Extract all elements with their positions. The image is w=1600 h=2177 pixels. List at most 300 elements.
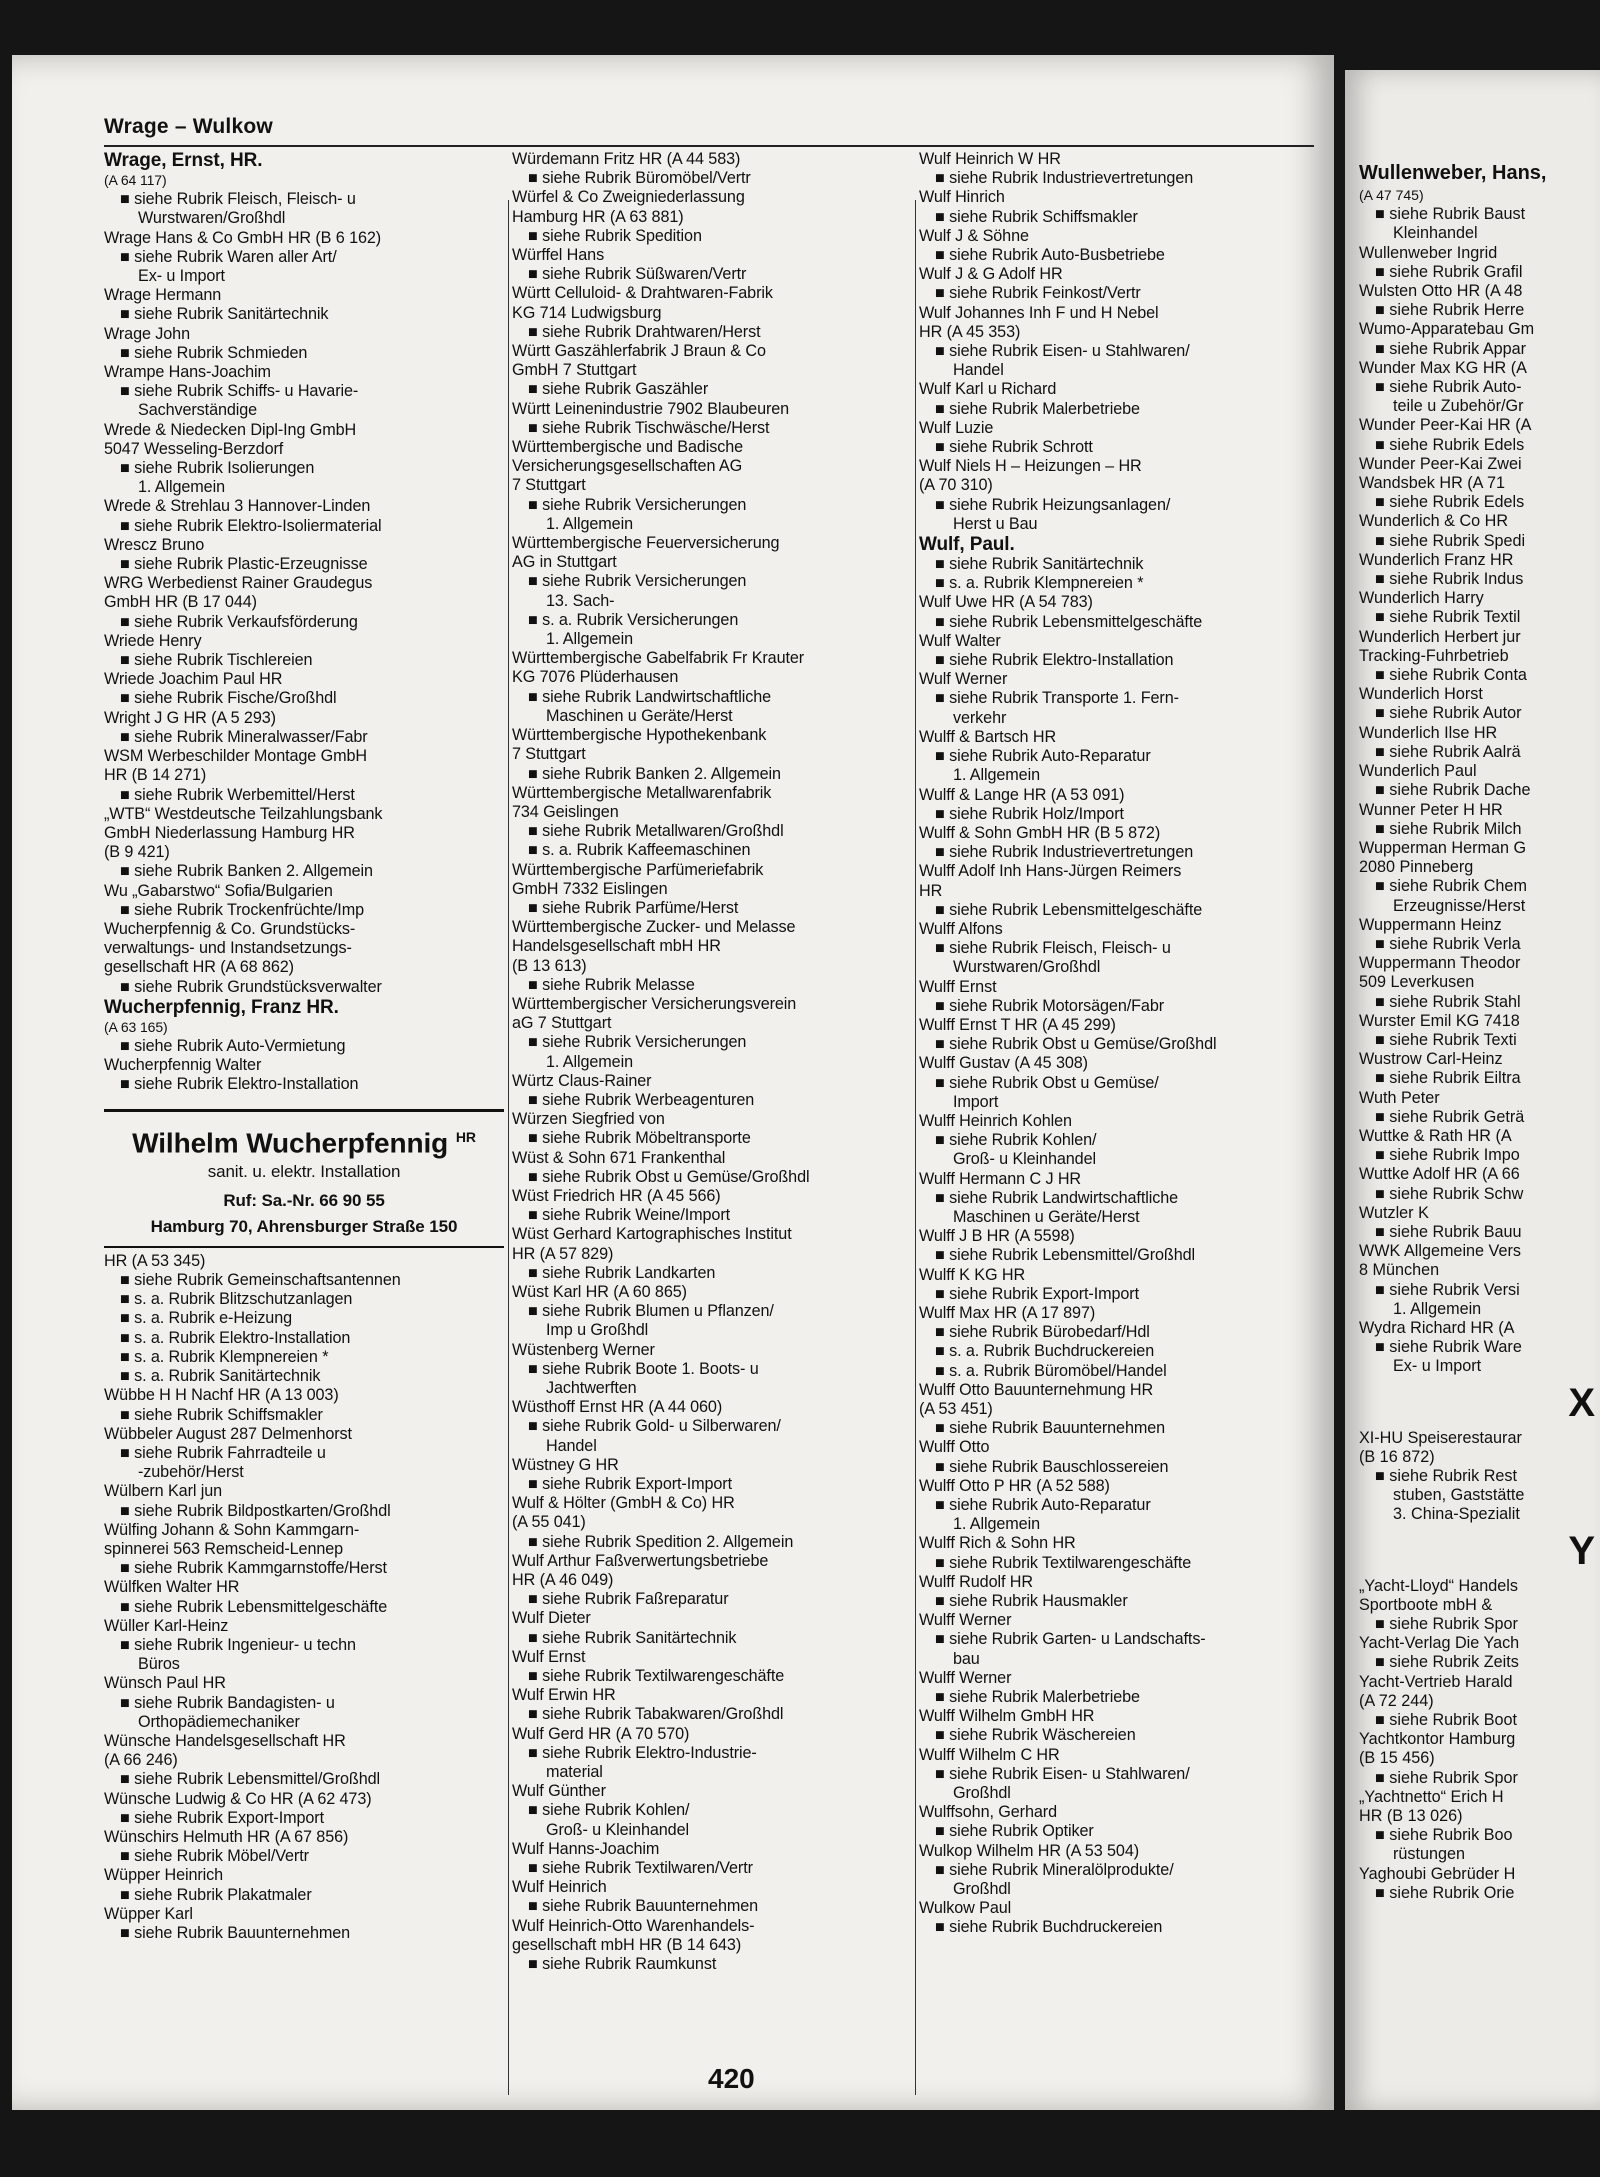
category-reference: ■ siehe Rubrik Heizungsanlagen/ xyxy=(935,495,1171,514)
category-reference: ■ siehe Rubrik Möbeltransporte xyxy=(528,1129,751,1148)
listing-line: Ex- u Import xyxy=(1393,1357,1482,1376)
listing-line: Wulf Erwin HR xyxy=(512,1686,616,1705)
category-reference: ■ siehe Rubrik Kammgarnstoffe/Herst xyxy=(120,1559,387,1578)
category-reference: ■ s. a. Rubrik Buchdruckereien xyxy=(935,1342,1155,1361)
listing-line: Imp u Großhdl xyxy=(546,1321,649,1340)
listing-line: Wrage Hermann xyxy=(104,286,222,305)
category-reference: ■ siehe Rubrik Blumen u Pflanzen/ xyxy=(528,1302,774,1321)
listing-line: Sachverständige xyxy=(138,401,258,420)
listing-line: Wulff Hermann C J HR xyxy=(919,1169,1082,1188)
listing-line: Wulff Rudolf HR xyxy=(919,1572,1033,1591)
listing-line: Wustrow Carl-Heinz xyxy=(1359,1050,1503,1069)
listing-line: HR (A 46 049) xyxy=(512,1571,614,1590)
category-reference: ■ siehe Rubrik Export-Import xyxy=(528,1475,732,1494)
listing-line: Wunderlich Herbert jur xyxy=(1359,627,1521,646)
listing-line: Wüst & Sohn 671 Frankenthal xyxy=(512,1148,726,1167)
listing-line: Wünsch Paul HR xyxy=(104,1674,226,1693)
listing-line: WWK Allgemeine Vers xyxy=(1359,1242,1521,1261)
category-reference: ■ siehe Rubrik Export-Import xyxy=(120,1808,324,1827)
category-reference: ■ siehe Rubrik Eisen- u Stahlwaren/ xyxy=(935,342,1190,361)
listing-line: Wulf Gerd HR (A 70 570) xyxy=(512,1724,690,1743)
listing-line: Wunderlich Horst xyxy=(1359,685,1483,704)
category-reference: ■ siehe Rubrik Büromöbel/Vertr xyxy=(528,169,751,188)
category-reference: ■ siehe Rubrik Weine/Import xyxy=(528,1206,731,1225)
listing-line: Wucherpfennig Walter xyxy=(104,1056,262,1075)
category-reference: ■ siehe Rubrik Impo xyxy=(1375,1146,1520,1165)
listing-line: Wuth Peter xyxy=(1359,1088,1440,1107)
listing-line: stuben, Gaststätte xyxy=(1393,1486,1525,1505)
listing-line: Wunderlich & Co HR xyxy=(1359,512,1509,531)
listing-line: „Yacht-Lloyd“ Handels xyxy=(1359,1576,1518,1595)
category-reference: ■ siehe Rubrik Banken 2. Allgemein xyxy=(120,862,373,881)
category-reference: ■ siehe Rubrik Sanitärtechnik xyxy=(120,305,329,324)
listing-line: Wuppermann Heinz xyxy=(1359,915,1502,934)
category-reference: ■ siehe Rubrik Banken 2. Allgemein xyxy=(528,764,781,783)
listing-line: Yacht-Verlag Die Yach xyxy=(1359,1634,1520,1653)
listing-line: Wulf Johannes Inh F und H Nebel xyxy=(919,303,1159,322)
listing-line: Wulf Uwe HR (A 54 783) xyxy=(919,593,1093,612)
entry-heading: Wucherpfennig, Franz HR. xyxy=(104,996,339,1018)
category-reference: ■ siehe Rubrik Verkaufsförderung xyxy=(120,612,358,631)
listing-line: 8 München xyxy=(1359,1261,1440,1280)
section-letter: X xyxy=(1568,1380,1595,1425)
listing-line: Wulff & Bartsch HR xyxy=(919,727,1057,746)
category-reference: ■ siehe Rubrik Auto-Vermietung xyxy=(120,1036,346,1055)
listing-line: Wulff Alfons xyxy=(919,919,1003,938)
listing-line: Sportboote mbH & xyxy=(1359,1595,1493,1614)
listing-line: Wurstwaren/Großhdl xyxy=(953,958,1101,977)
listing-line: Wulf Ernst xyxy=(512,1647,586,1666)
category-reference: ■ siehe Rubrik Elektro-Industrie- xyxy=(528,1743,757,1762)
listing-line: Wülbern Karl jun xyxy=(104,1482,223,1501)
listing-line: WRG Werbedienst Rainer Graudegus xyxy=(104,574,373,593)
category-reference: ■ siehe Rubrik Elektro-Installation xyxy=(935,651,1174,670)
category-reference: ■ siehe Rubrik Waren aller Art/ xyxy=(120,247,337,266)
category-reference: ■ siehe Rubrik Eisen- u Stahlwaren/ xyxy=(935,1764,1190,1783)
listing-line: bau xyxy=(953,1649,980,1668)
category-reference: ■ siehe Rubrik Auto-Busbetriebe xyxy=(935,246,1165,265)
listing-line: Würtz Claus-Rainer xyxy=(512,1071,652,1090)
category-reference: ■ siehe Rubrik Schrott xyxy=(935,438,1093,457)
listing-line: Würdemann Fritz HR (A 44 583) xyxy=(512,150,741,168)
directory-column-right xyxy=(1359,160,1599,1903)
listing-line: Wurstwaren/Großhdl xyxy=(138,209,286,228)
listing-line: GmbH 7332 Eislingen xyxy=(512,879,668,898)
category-reference: ■ siehe Rubrik Lebensmittel/Großhdl xyxy=(120,1770,380,1789)
category-reference: ■ s. a. Rubrik Blitzschutzanlagen xyxy=(120,1290,353,1309)
listing-line: HR (A 45 353) xyxy=(919,322,1021,341)
category-reference: ■ siehe Rubrik Trockenfrüchte/Imp xyxy=(120,900,364,919)
listing-line: Jachtwerften xyxy=(546,1379,637,1397)
listing-line: Wulff Adolf Inh Hans-Jürgen Reimers xyxy=(919,862,1182,881)
category-reference: ■ siehe Rubrik Chem xyxy=(1375,877,1527,896)
listing-line: Erzeugnisse/Herst xyxy=(1393,896,1526,915)
category-reference: ■ siehe Rubrik Landwirtschaftliche xyxy=(935,1188,1179,1207)
category-reference: ■ siehe Rubrik Garten- u Landschafts- xyxy=(935,1630,1206,1649)
listing-line: Groß- u Kleinhandel xyxy=(953,1150,1096,1169)
listing-line: Wulf Dieter xyxy=(512,1609,591,1628)
category-reference: ■ siehe Rubrik Lebensmittel/Großhdl xyxy=(935,1246,1195,1265)
category-reference: ■ siehe Rubrik Holz/Import xyxy=(935,804,1124,823)
listing-line: -zubehör/Herst xyxy=(138,1463,244,1482)
category-reference: ■ siehe Rubrik Parfüme/Herst xyxy=(528,898,739,917)
listing-line: (A 70 310) xyxy=(919,476,993,495)
ad-name-text: Wilhelm Wucherpfennig xyxy=(132,1126,449,1158)
category-reference: ■ siehe Rubrik Industrievertretungen xyxy=(935,843,1194,862)
listing-line: Hamburg HR (A 63 881) xyxy=(512,207,684,226)
listing-line: Wullenweber Ingrid xyxy=(1359,243,1498,262)
advertisement-box xyxy=(104,1109,504,1248)
listing-line: Wulf Heinrich xyxy=(512,1878,607,1897)
listing-line: Wübbe H H Nachf HR (A 13 003) xyxy=(104,1386,339,1405)
right-page xyxy=(1345,70,1600,2110)
listing-line: Wülfken Walter HR xyxy=(104,1578,240,1597)
listing-line: Wulff Otto xyxy=(919,1438,990,1457)
listing-line: Wulff Ernst xyxy=(919,977,997,996)
category-reference: ■ siehe Rubrik Auto- xyxy=(1375,378,1522,397)
listing-line: Württembergische Metallwarenfabrik xyxy=(512,783,772,802)
category-reference: ■ siehe Rubrik Gold- u Silberwaren/ xyxy=(528,1417,781,1436)
listing-line: Wandsbek HR (A 71 xyxy=(1359,474,1506,493)
category-reference: ■ siehe Rubrik Sanitärtechnik xyxy=(528,1628,737,1647)
category-reference: ■ siehe Rubrik Malerbetriebe xyxy=(935,1688,1140,1707)
listing-line: Wuttke & Rath HR (A xyxy=(1359,1126,1512,1145)
listing-line: Wunder Peer-Kai Zwei xyxy=(1359,454,1522,473)
listing-line: Maschinen u Geräte/Herst xyxy=(953,1207,1140,1226)
listing-line: Wübbeler August 287 Delmenhorst xyxy=(104,1424,352,1443)
category-reference: ■ siehe Rubrik Boote 1. Boots- u xyxy=(528,1359,759,1378)
listing-line: Wünschirs Helmuth HR (A 67 856) xyxy=(104,1827,349,1846)
listing-line: Wüst Karl HR (A 60 865) xyxy=(512,1282,687,1301)
category-reference: ■ siehe Rubrik Werbeagenturen xyxy=(528,1090,755,1109)
category-reference: ■ siehe Rubrik Conta xyxy=(1375,666,1527,685)
listing-line: Wunderlich Paul xyxy=(1359,762,1477,781)
listing-line: Wrampe Hans-Joachim xyxy=(104,363,271,382)
listing-line: spinnerei 563 Remscheid-Lennep xyxy=(104,1539,344,1558)
category-reference: ■ siehe Rubrik Verla xyxy=(1375,934,1521,953)
listing-line: GmbH Niederlassung Hamburg HR xyxy=(104,823,355,842)
category-reference: ■ siehe Rubrik Spedition 2. Allgemein xyxy=(528,1532,794,1551)
listing-line: Wulff J B HR (A 5598) xyxy=(919,1227,1075,1246)
category-reference: ■ siehe Rubrik Obst u Gemüse/Großhdl xyxy=(528,1167,810,1186)
header-rule xyxy=(104,145,1314,147)
category-reference: ■ s. a. Rubrik Sanitärtechnik xyxy=(120,1367,321,1386)
category-reference: ■ siehe Rubrik Bauu xyxy=(1375,1222,1522,1241)
listing-line: Handel xyxy=(546,1436,597,1455)
listing-line: Württembergische Feuerversicherung xyxy=(512,534,780,553)
listing-line: Wüstenberg Werner xyxy=(512,1340,655,1359)
category-reference: ■ siehe Rubrik Geträ xyxy=(1375,1107,1525,1126)
category-reference: ■ s. a. Rubrik Elektro-Installation xyxy=(120,1328,351,1347)
listing-line: Wunderlich Franz HR xyxy=(1359,550,1514,569)
listing-line: Würffel Hans xyxy=(512,246,605,265)
listing-line: 1. Allgemein xyxy=(546,1052,633,1071)
listing-line: 1. Allgemein xyxy=(138,478,225,497)
listing-line: Wydra Richard HR (A xyxy=(1359,1318,1515,1337)
listing-line: Groß- u Kleinhandel xyxy=(546,1820,689,1839)
listing-line: gesellschaft mbH HR (B 14 643) xyxy=(512,1935,742,1954)
category-reference: ■ siehe Rubrik Grundstücksverwalter xyxy=(120,977,382,996)
listing-line: Wunderlich Harry xyxy=(1359,589,1484,608)
listing-line: Wulf J & G Adolf HR xyxy=(919,265,1063,284)
category-reference: ■ siehe Rubrik Aalrä xyxy=(1375,742,1521,761)
listing-line: Wüpper Heinrich xyxy=(104,1866,224,1885)
category-reference: ■ siehe Rubrik Bauunternehmen xyxy=(120,1923,351,1942)
listing-line: HR (B 14 271) xyxy=(104,766,207,785)
category-reference: ■ siehe Rubrik Malerbetriebe xyxy=(935,399,1140,418)
listing-line: Wulffsohn, Gerhard xyxy=(919,1803,1057,1822)
listing-line: rüstungen xyxy=(1393,1845,1465,1864)
listing-line: Würfel & Co Zweigniederlassung xyxy=(512,188,745,207)
category-reference: ■ siehe Rubrik Orie xyxy=(1375,1883,1515,1902)
category-reference: ■ siehe Rubrik Fische/Großhdl xyxy=(120,689,337,708)
listing-line: Wüstney G HR xyxy=(512,1455,619,1474)
listing-line: Wulff Rich & Sohn HR xyxy=(919,1534,1076,1553)
listing-line: Wüst Friedrich HR (A 45 566) xyxy=(512,1186,721,1205)
category-reference: ■ siehe Rubrik Wäschereien xyxy=(935,1726,1136,1745)
left-page xyxy=(12,55,1334,2110)
category-reference: ■ siehe Rubrik Versicherungen xyxy=(528,1033,747,1052)
running-head: Wrage – Wulkow xyxy=(104,115,273,138)
listing-line: Württembergische Gabelfabrik Fr Krauter xyxy=(512,649,805,668)
category-reference: ■ siehe Rubrik Industrievertretungen xyxy=(935,169,1194,188)
category-reference: ■ siehe Rubrik Spor xyxy=(1375,1615,1518,1634)
listing-line: (A 55 041) xyxy=(512,1513,586,1532)
category-reference: ■ siehe Rubrik Schw xyxy=(1375,1184,1524,1203)
listing-line: 1. Allgemein xyxy=(546,514,633,533)
listing-line: Wucherpfennig & Co. Grundstücks- xyxy=(104,919,356,938)
category-reference: ■ siehe Rubrik Autor xyxy=(1375,704,1522,723)
category-reference: ■ siehe Rubrik Metallwaren/Großhdl xyxy=(528,822,784,841)
listing-line: Wülfing Johann & Sohn Kammgarn- xyxy=(104,1520,360,1539)
listing-line: Wulff Werner xyxy=(919,1611,1012,1630)
page-number: 420 xyxy=(708,2063,755,2094)
category-reference: ■ siehe Rubrik Textilwarengeschäfte xyxy=(528,1667,785,1686)
category-reference: ■ siehe Rubrik Lebensmittelgeschäfte xyxy=(120,1597,388,1616)
category-reference: ■ siehe Rubrik Schiffsmakler xyxy=(120,1405,323,1424)
category-reference: ■ s. a. Rubrik Klempnereien * xyxy=(120,1347,329,1366)
category-reference: ■ siehe Rubrik Gemeinschaftsantennen xyxy=(120,1271,401,1290)
listing-line: Wulkop Wilhelm HR (A 53 504) xyxy=(919,1841,1140,1860)
category-reference: ■ siehe Rubrik Motorsägen/Fabr xyxy=(935,996,1165,1015)
listing-line: Württ Leinenindustrie 7902 Blaubeuren xyxy=(512,399,790,418)
listing-line: 734 Geislingen xyxy=(512,802,619,821)
category-reference: ■ siehe Rubrik Ware xyxy=(1375,1338,1522,1357)
listing-line: Yachtkontor Hamburg xyxy=(1359,1730,1516,1749)
category-reference: ■ siehe Rubrik Landwirtschaftliche xyxy=(528,687,772,706)
listing-line: Wüller Karl-Heinz xyxy=(104,1616,229,1635)
listing-line: Versicherungsgesellschaften AG xyxy=(512,457,743,476)
category-reference: ■ siehe Rubrik Schmieden xyxy=(120,343,308,362)
category-reference: ■ siehe Rubrik Schiffs- u Havarie- xyxy=(120,382,359,401)
category-reference: ■ siehe Rubrik Fleisch, Fleisch- u xyxy=(120,190,356,209)
listing-line: Wulff & Sohn GmbH HR (B 5 872) xyxy=(919,823,1161,842)
category-reference: ■ siehe Rubrik Elektro-Installation xyxy=(120,1075,359,1094)
listing-line: Yaghoubi Gebrüder H xyxy=(1359,1864,1516,1883)
category-reference: ■ siehe Rubrik Landkarten xyxy=(528,1263,716,1282)
listing-line: verkehr xyxy=(953,708,1007,727)
listing-line: GmbH 7 Stuttgart xyxy=(512,361,637,380)
category-reference: ■ siehe Rubrik Plastic-Erzeugnisse xyxy=(120,555,368,574)
listing-line: Wüpper Karl xyxy=(104,1904,193,1923)
category-reference: ■ siehe Rubrik Süßwaren/Vertr xyxy=(528,265,747,284)
listing-line: 1. Allgemein xyxy=(546,630,633,649)
listing-line: HR (B 13 026) xyxy=(1359,1807,1463,1826)
category-reference: ■ siehe Rubrik Fleisch, Fleisch- u xyxy=(935,939,1171,958)
category-reference: ■ siehe Rubrik Textilwarengeschäfte xyxy=(935,1553,1192,1572)
listing-line: Württ Gaszählerfabrik J Braun & Co xyxy=(512,342,766,361)
entry-heading: Wulf, Paul. xyxy=(919,534,1015,556)
listing-line: Wunder Peer-Kai HR (A xyxy=(1359,416,1532,435)
directory-column-2 xyxy=(512,150,922,1974)
listing-line: KG 7076 Plüderhausen xyxy=(512,668,679,687)
listing-line: Wüst Gerhard Kartographisches Institut xyxy=(512,1225,792,1244)
listing-line: Wulf Hanns-Joachim xyxy=(512,1839,660,1858)
category-reference: ■ siehe Rubrik Milch xyxy=(1375,819,1522,838)
listing-line: (A 47 745) xyxy=(1359,187,1424,203)
listing-line: Wulf & Hölter (GmbH & Co) HR xyxy=(512,1494,735,1513)
listing-line: Maschinen u Geräte/Herst xyxy=(546,706,733,725)
category-reference: ■ siehe Rubrik Mineralwasser/Fabr xyxy=(120,727,368,746)
listing-line: Kleinhandel xyxy=(1393,224,1478,243)
category-reference: ■ siehe Rubrik Bandagisten- u xyxy=(120,1693,335,1712)
listing-line: WSM Werbeschilder Montage GmbH xyxy=(104,747,367,766)
listing-line: (A 72 244) xyxy=(1359,1691,1434,1710)
listing-line: Orthopädiemechaniker xyxy=(138,1712,300,1731)
listing-line: Wulsten Otto HR (A 48 xyxy=(1359,282,1523,301)
listing-line: Wrescz Bruno xyxy=(104,535,205,554)
category-reference: ■ siehe Rubrik Elektro-Isoliermaterial xyxy=(120,516,382,535)
category-reference: ■ siehe Rubrik Tabakwaren/Großhdl xyxy=(528,1705,784,1724)
category-reference: ■ siehe Rubrik Grafil xyxy=(1375,262,1523,281)
listing-line: Wulff Werner xyxy=(919,1668,1012,1687)
listing-line: 3. China-Spezialit xyxy=(1393,1505,1520,1524)
listing-line: 2080 Pinneberg xyxy=(1359,858,1474,877)
ad-name-suffix: HR xyxy=(455,1128,476,1145)
listing-line: gesellschaft HR (A 68 862) xyxy=(104,958,294,977)
listing-line: 509 Leverkusen xyxy=(1359,973,1475,992)
category-reference: ■ siehe Rubrik Gaszähler xyxy=(528,380,709,399)
category-reference: ■ siehe Rubrik Hausmakler xyxy=(935,1592,1128,1611)
listing-line: Wulff Wilhelm C HR xyxy=(919,1745,1060,1764)
listing-line: HR (A 53 345) xyxy=(104,1251,206,1270)
listing-line: 1. Allgemein xyxy=(1393,1299,1482,1318)
category-reference: ■ siehe Rubrik Baust xyxy=(1375,205,1526,224)
listing-line: material xyxy=(546,1763,603,1782)
listing-line: Wulf Günther xyxy=(512,1782,606,1801)
category-reference: ■ siehe Rubrik Textil xyxy=(1375,608,1521,627)
category-reference: ■ siehe Rubrik Stahl xyxy=(1375,992,1521,1011)
entry-heading: Wullenweber, Hans, xyxy=(1359,162,1547,184)
listing-line: (A 53 451) xyxy=(919,1400,993,1418)
category-reference: ■ siehe Rubrik Obst u Gemüse/ xyxy=(935,1073,1159,1092)
listing-line: Wulf Niels H – Heizungen – HR xyxy=(919,457,1142,476)
listing-line: Wrede & Niedecken Dipl-Ing GmbH xyxy=(104,420,357,439)
category-reference: ■ s. a. Rubrik Versicherungen xyxy=(528,610,739,629)
directory-column-1 xyxy=(104,150,504,1943)
listing-line: Wulf J & Söhne xyxy=(919,226,1029,245)
ad-service: sanit. u. elektr. Installation xyxy=(207,1161,401,1181)
category-reference: ■ siehe Rubrik Kohlen/ xyxy=(935,1131,1097,1150)
listing-line: Wulf Werner xyxy=(919,670,1008,689)
ad-company-name xyxy=(104,1120,504,1160)
listing-line: Großhdl xyxy=(953,1784,1011,1803)
category-reference: ■ siehe Rubrik Bürobedarf/Hdl xyxy=(935,1323,1150,1342)
column-separator xyxy=(508,200,509,2095)
category-reference: ■ siehe Rubrik Dache xyxy=(1375,781,1531,800)
listing-line: Wulf Arthur Faßverwertungsbetriebe xyxy=(512,1551,769,1570)
listing-line: „Yachtnetto“ Erich H xyxy=(1359,1787,1504,1806)
listing-line: Wu „Gabarstwo“ Sofia/Bulgarien xyxy=(104,881,333,900)
listing-line: Württembergischer Versicherungsverein xyxy=(512,994,797,1013)
listing-line: Wuppermann Theodor xyxy=(1359,954,1521,973)
listing-line: Handel xyxy=(953,361,1004,380)
category-reference: ■ siehe Rubrik Tischlereien xyxy=(120,651,313,670)
listing-line: Württ Celluloid- & Drahtwaren-Fabrik xyxy=(512,284,773,303)
category-reference: ■ siehe Rubrik Melasse xyxy=(528,975,695,994)
listing-line: GmbH HR (B 17 044) xyxy=(104,593,257,612)
category-reference: ■ siehe Rubrik Spedition xyxy=(528,226,702,245)
listing-line: Büros xyxy=(138,1655,180,1674)
listing-line: Wriede Henry xyxy=(104,631,202,650)
listing-line: teile u Zubehör/Gr xyxy=(1393,397,1524,416)
directory-column-3 xyxy=(919,150,1329,1938)
listing-line: Wrage John xyxy=(104,324,190,343)
category-reference: ■ siehe Rubrik Auto-Reparatur xyxy=(935,747,1151,766)
listing-line: Wulff Gustav (A 45 308) xyxy=(919,1054,1088,1073)
listing-line: 5047 Wesseling-Berzdorf xyxy=(104,439,284,458)
category-reference: ■ siehe Rubrik Edels xyxy=(1375,493,1525,512)
listing-line: (B 16 872) xyxy=(1359,1447,1435,1466)
category-reference: ■ siehe Rubrik Versicherungen xyxy=(528,572,747,591)
listing-line: Württembergische und Badische xyxy=(512,438,744,457)
category-reference: ■ s. a. Rubrik Klempnereien * xyxy=(935,574,1144,593)
category-reference: ■ siehe Rubrik Schiffsmakler xyxy=(935,207,1138,226)
category-reference: ■ siehe Rubrik Obst u Gemüse/Großhdl xyxy=(935,1035,1217,1054)
category-reference: ■ s. a. Rubrik Kaffeemaschinen xyxy=(528,841,751,860)
category-reference: ■ siehe Rubrik Kohlen/ xyxy=(528,1801,690,1820)
category-reference: ■ siehe Rubrik Texti xyxy=(1375,1030,1517,1049)
category-reference: ■ siehe Rubrik Auto-Reparatur xyxy=(935,1496,1151,1515)
category-reference: ■ siehe Rubrik Werbemittel/Herst xyxy=(120,785,355,804)
listing-line: Wright J G HR (A 5 293) xyxy=(104,708,276,727)
listing-line: Wrage Hans & Co GmbH HR (B 6 162) xyxy=(104,228,382,247)
listing-line: AG in Stuttgart xyxy=(512,553,617,572)
listing-line: 1. Allgemein xyxy=(953,1515,1040,1534)
category-reference: ■ siehe Rubrik Optiker xyxy=(935,1822,1094,1841)
listing-line: Wunner Peter H HR xyxy=(1359,800,1503,819)
listing-line: (A 63 165) xyxy=(104,1018,168,1035)
listing-line: Württembergische Hypothekenbank xyxy=(512,726,767,745)
listing-line: Herst u Bau xyxy=(953,514,1038,533)
section-letter: Y xyxy=(1568,1528,1595,1573)
category-reference: ■ siehe Rubrik Feinkost/Vertr xyxy=(935,284,1141,303)
category-reference: ■ siehe Rubrik Lebensmittelgeschäfte xyxy=(935,612,1203,631)
category-reference: ■ siehe Rubrik Tischwäsche/Herst xyxy=(528,418,770,437)
listing-line: Wumo-Apparatebau Gm xyxy=(1359,320,1535,339)
listing-line: Wriede Joachim Paul HR xyxy=(104,670,283,689)
entry-heading: Wrage, Ernst, HR. xyxy=(104,150,263,171)
listing-line: „WTB“ Westdeutsche Teilzahlungsbank xyxy=(104,804,383,823)
listing-line: Wulf Heinrich-Otto Warenhandels- xyxy=(512,1916,755,1935)
category-reference: ■ siehe Rubrik Edels xyxy=(1375,435,1525,454)
listing-line: Württembergische Parfümeriefabrik xyxy=(512,860,764,879)
listing-line: KG 714 Ludwigsburg xyxy=(512,303,662,322)
listing-line: Wulff Otto Bauunternehmung HR xyxy=(919,1380,1154,1399)
listing-line: Wrede & Strehlau 3 Hannover-Linden xyxy=(104,497,371,516)
category-reference: ■ siehe Rubrik Fahrradteile u xyxy=(120,1443,326,1462)
listing-line: Wünsche Handelsgesellschaft HR xyxy=(104,1731,346,1750)
